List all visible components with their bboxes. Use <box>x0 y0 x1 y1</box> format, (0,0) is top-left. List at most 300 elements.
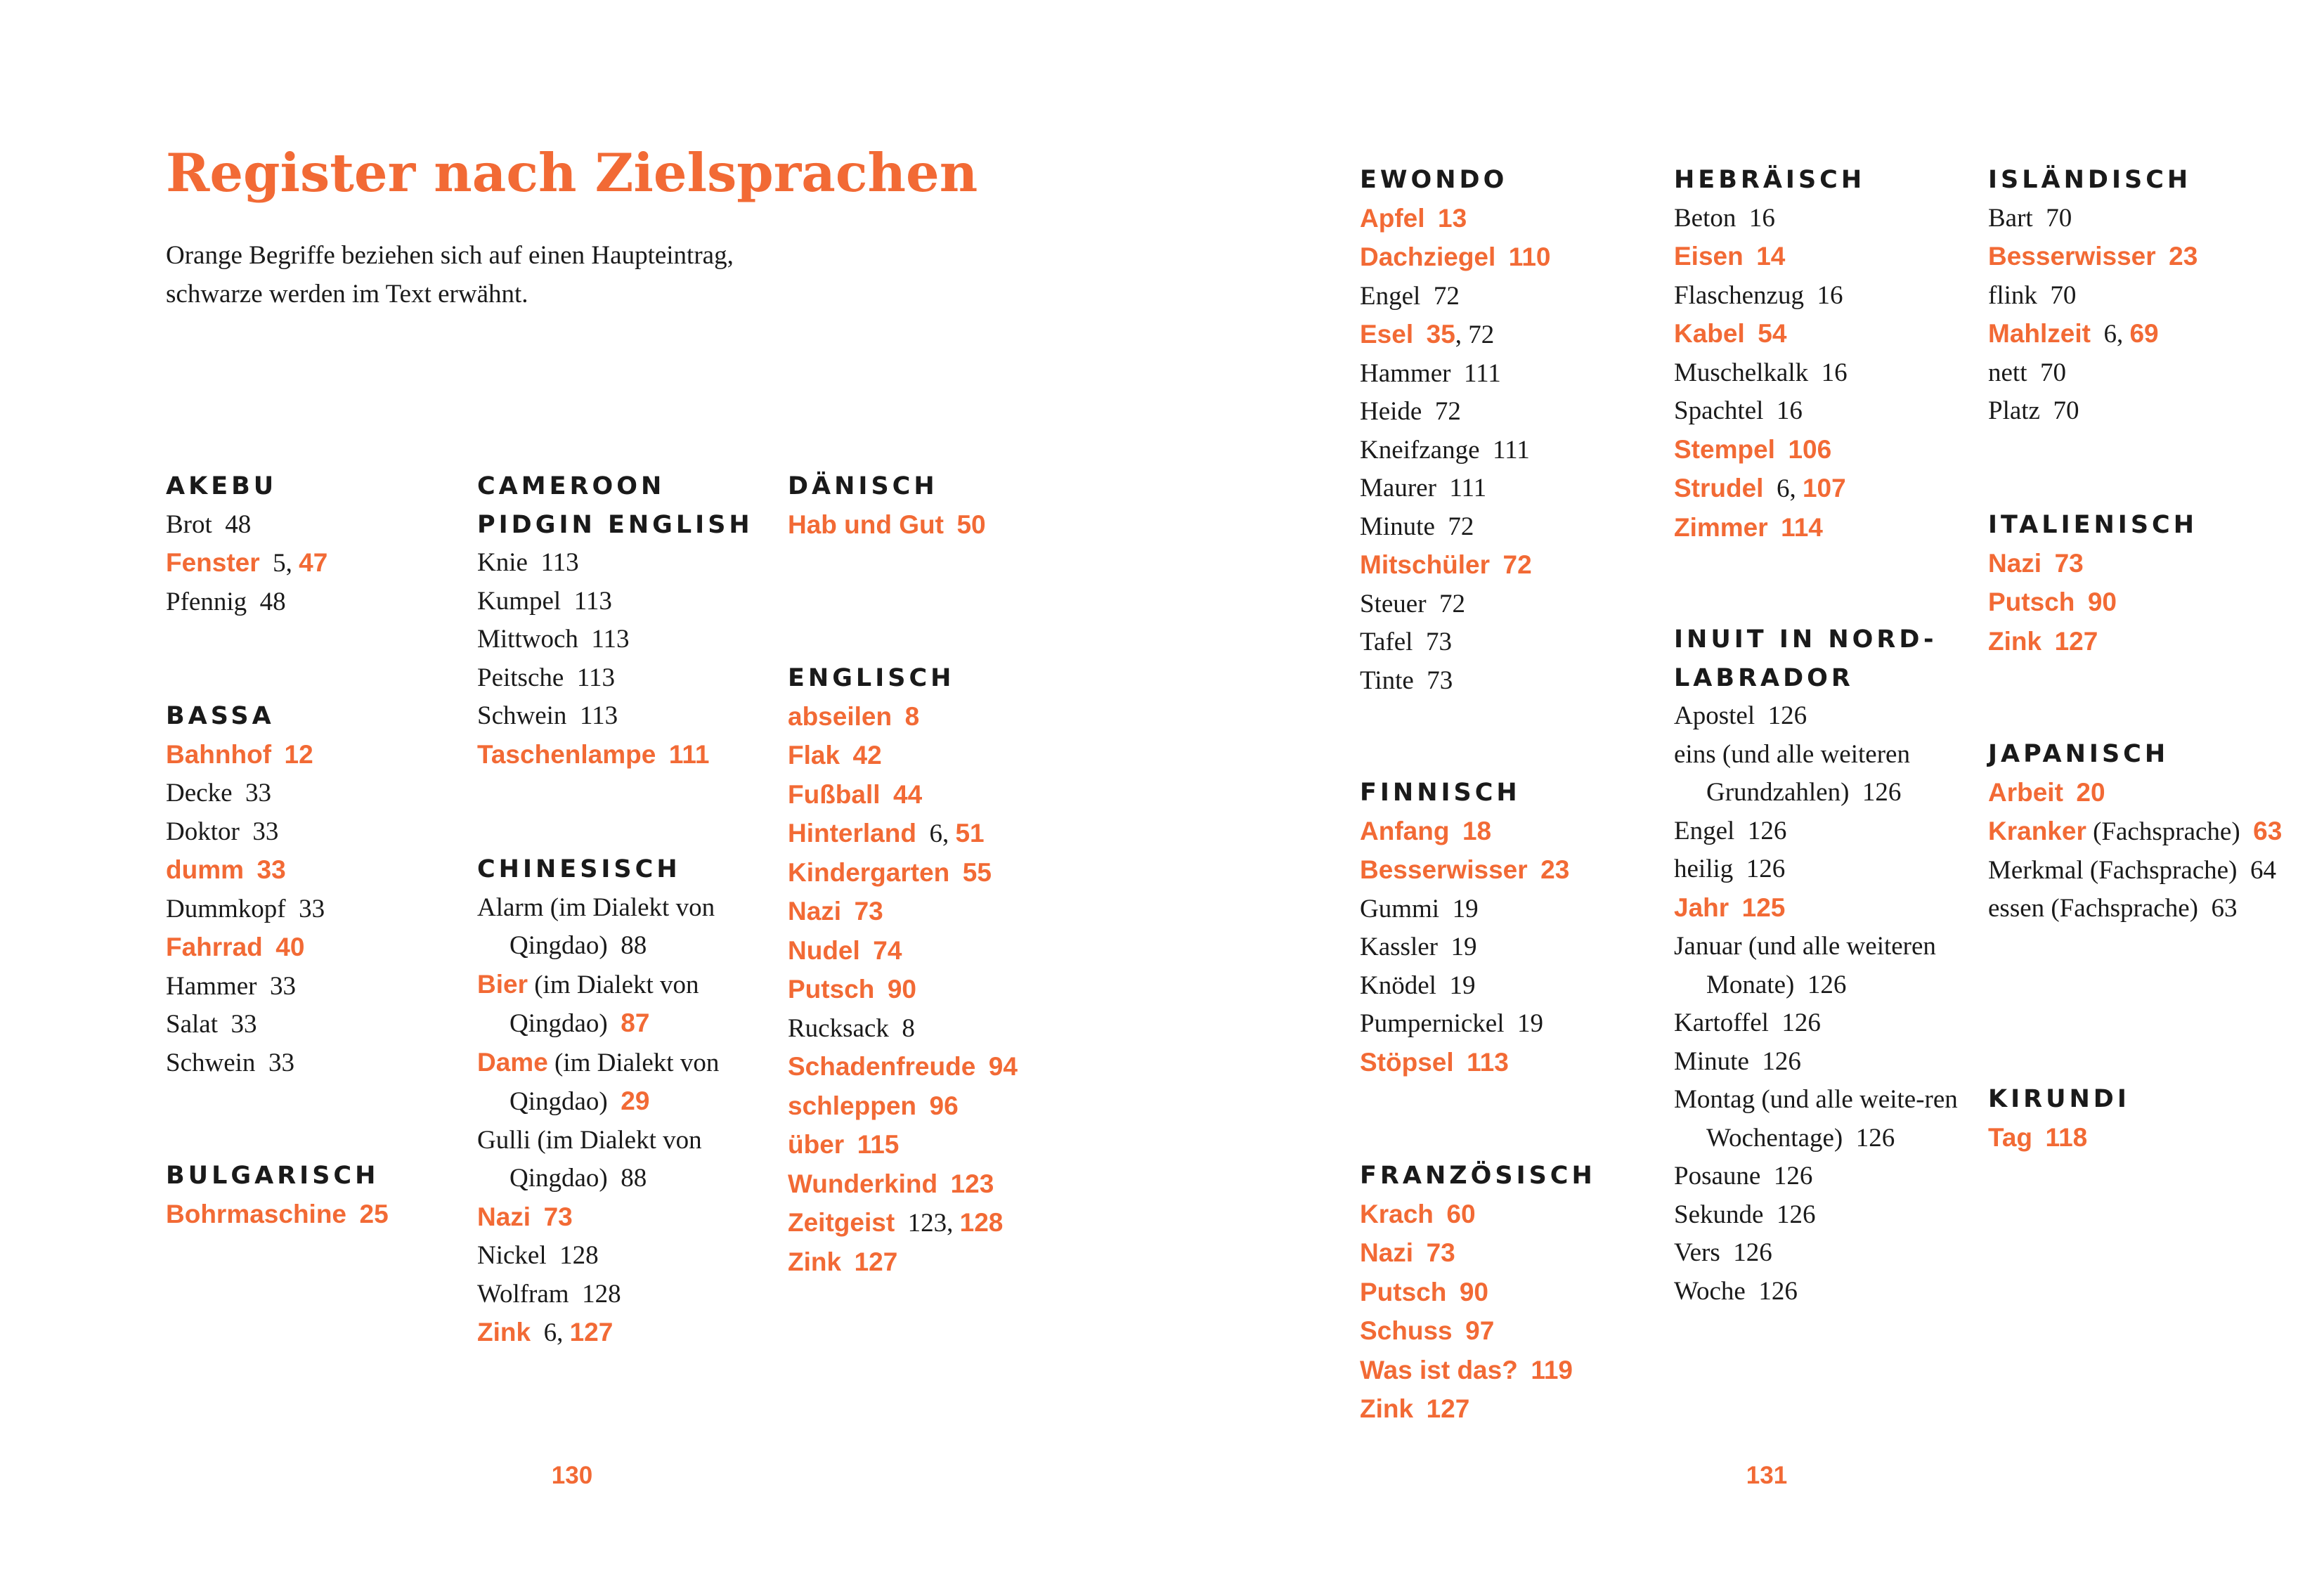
entry-term: Spachtel <box>1674 396 1764 425</box>
entry-page-ref: 12 <box>284 739 313 769</box>
section-italienisch <box>1988 506 2290 661</box>
entry-page-ref: 19 <box>1449 971 1476 1000</box>
index-entry <box>788 1126 1090 1165</box>
index-entry <box>1988 1119 2290 1158</box>
entry-term: Nazi <box>477 1202 531 1231</box>
entry-page-ref: 126 <box>1746 855 1786 883</box>
section-heading: DÄNISCH <box>788 472 938 500</box>
index-entry <box>477 1276 779 1314</box>
section-heading: CHINESISCH <box>477 855 681 883</box>
entry-page-ref: 110 <box>1508 242 1551 271</box>
entry-page-ref: 55 <box>962 857 992 887</box>
index-entry <box>1988 545 2290 584</box>
entry-page-ref: 35 <box>1426 320 1455 349</box>
entry-term: Fahrrad <box>166 933 263 961</box>
entry-term: Kassler <box>1360 933 1438 961</box>
entry-term: Tag <box>1988 1122 2033 1152</box>
entry-page-ref: 6 <box>2103 320 2117 349</box>
entry-term: Kumpel <box>477 586 561 616</box>
entry-term: Flak <box>788 741 840 770</box>
entry-page-ref: 33 <box>257 855 286 884</box>
entry-term: Flaschenzug <box>1674 280 1804 310</box>
index-entry <box>1360 1195 1662 1235</box>
entry-term: Apostel <box>1674 701 1755 730</box>
entry-term: Knie <box>477 548 528 577</box>
entry-term: Nazi <box>1360 1238 1414 1267</box>
entry-term: Montag <box>1674 1085 1755 1114</box>
index-entry <box>1988 852 2290 890</box>
entry-term: Hab und Gut <box>788 510 944 539</box>
entry-term: Muschelkalk <box>1674 358 1809 387</box>
section-heading: LABRADOR <box>1674 663 1854 692</box>
index-entry <box>1360 1312 1662 1351</box>
entry-term: eins <box>1674 739 1716 769</box>
index-entry <box>477 966 779 1044</box>
index-entry <box>477 544 779 583</box>
section-ewondo <box>1360 161 1662 700</box>
entry-page-ref: 44 <box>893 779 923 809</box>
section-heading: JAPANISCH <box>1988 740 2169 768</box>
entry-page-ref: 33 <box>245 779 271 807</box>
entry-term: Putsch <box>1360 1277 1447 1306</box>
entry-note: (im Dialekt von Qingdao) <box>509 970 699 1038</box>
entry-page-ref: 33 <box>299 894 325 923</box>
index-entry: Strudel 6, 107 <box>1674 474 1846 503</box>
entry-page-ref: 74 <box>873 935 902 965</box>
entry-note: (im Dialekt von Qingdao) <box>509 1125 702 1193</box>
entry-term: Minute <box>1674 1046 1749 1076</box>
entry-page-ref: 63 <box>2253 817 2283 845</box>
entry-page-ref: 69 <box>2129 319 2159 348</box>
intro-line: Orange Begriffe beziehen sich auf einen Haupteintrag, <box>166 241 734 270</box>
section-heading: PIDGIN ENGLISH <box>477 510 753 539</box>
index-entry <box>788 698 1090 737</box>
index-entry <box>1360 623 1662 662</box>
index-entry <box>1674 1043 1976 1082</box>
index-entry <box>1674 509 1976 548</box>
index-entry <box>477 1044 779 1122</box>
entry-note: (und alle weite-ren Wochentage) <box>1706 1085 1958 1153</box>
entry-term: Besserwisser <box>1988 242 2156 271</box>
entry-page-ref: 8 <box>902 1013 915 1043</box>
entry-term: Tinte <box>1360 666 1414 695</box>
entry-term: Nazi <box>1988 548 2042 578</box>
section-heading: INUIT IN NORD- <box>1674 625 1937 654</box>
entry-term: Bahnhof <box>166 739 272 769</box>
section-heading: BASSA <box>166 702 275 730</box>
entry-page-ref: 72 <box>1502 550 1532 579</box>
index-entry <box>1988 623 2290 662</box>
section-japanisch <box>1988 735 2290 928</box>
entry-term: Zeitgeist <box>788 1208 895 1237</box>
entry-page-ref: 73 <box>1426 1238 1455 1267</box>
entry-page-ref: 127 <box>854 1247 898 1276</box>
entry-page-ref: 113 <box>591 625 630 654</box>
entry-page-ref: 126 <box>1855 1123 1895 1153</box>
index-entry <box>1674 354 1976 393</box>
entry-page-ref: 73 <box>2054 548 2084 578</box>
entry-page-ref: 6 <box>543 1318 557 1347</box>
entry-page-ref: 126 <box>1758 1276 1798 1306</box>
entry-page-ref: 70 <box>2050 280 2077 310</box>
entry-term: Engel <box>1360 281 1421 311</box>
entry-term: Hammer <box>1360 358 1451 388</box>
index-entry <box>1674 928 1976 1004</box>
entry-page-ref: 42 <box>852 741 882 770</box>
entry-page-ref: 118 <box>2045 1122 2088 1152</box>
index-entry: Zink 6, 127 <box>477 1318 614 1347</box>
entry-page-ref: 73 <box>854 897 883 926</box>
entry-term: Kneifzange <box>1360 435 1480 465</box>
entry-note: (im Dialekt von Qingdao) <box>509 1048 720 1116</box>
entry-page-ref: 47 <box>299 548 328 577</box>
section-heading: AKEBU <box>166 472 278 500</box>
section-heading: ISLÄNDISCH <box>1988 166 2192 194</box>
index-entry <box>1360 662 1662 701</box>
entry-page-ref: 127 <box>569 1318 614 1346</box>
entry-note: (im Dialekt von Qingdao) <box>509 893 715 960</box>
index-entry <box>1360 431 1662 470</box>
entry-term: Kartoffel <box>1674 1008 1769 1037</box>
entry-page-ref: 128 <box>559 1241 599 1270</box>
entry-term: Sekunde <box>1674 1200 1764 1229</box>
entry-page-ref: 126 <box>1767 701 1807 730</box>
entry-page-ref: 40 <box>275 933 305 961</box>
entry-term: Maurer <box>1360 474 1436 502</box>
entry-page-ref: 25 <box>359 1199 389 1228</box>
entry-term: Krach <box>1360 1199 1434 1228</box>
index-entry <box>166 1006 468 1044</box>
entry-term: Dachziegel <box>1360 242 1496 271</box>
entry-term: schleppen <box>788 1091 916 1120</box>
index-entry: Mahlzeit 6, 69 <box>1988 319 2159 349</box>
entry-page-ref: 64 <box>2250 855 2276 885</box>
entry-term: Engel <box>1674 816 1735 845</box>
entry-term: Doktor <box>166 817 240 846</box>
index-entry <box>166 583 468 622</box>
index-entry <box>788 1010 1090 1049</box>
index-entry <box>788 1243 1090 1283</box>
index-entry <box>1360 928 1662 967</box>
entry-term: Taschenlampe <box>477 739 656 769</box>
index-entry <box>788 893 1090 932</box>
entry-note: (und alle weiteren Monate) <box>1706 932 1936 999</box>
index-entry <box>788 932 1090 971</box>
index-entry <box>1674 1234 1976 1273</box>
entry-note: (und alle weiteren Grundzahlen) <box>1706 739 1910 807</box>
index-entry <box>1360 1351 1662 1391</box>
index-entry <box>166 813 468 852</box>
entry-term: Kranker <box>1988 817 2086 845</box>
section-daenisch <box>788 467 1090 545</box>
index-entry <box>1988 277 2290 316</box>
index-entry <box>1360 967 1662 1006</box>
entry-term: Bart <box>1988 203 2033 233</box>
intro-text <box>166 236 798 313</box>
section-englisch <box>788 659 1090 1282</box>
index-entry: Hinterland 6, 51 <box>788 819 985 848</box>
entry-page-ref: 29 <box>621 1086 650 1115</box>
entry-term: Dame <box>477 1047 548 1077</box>
entry-note: (Fachsprache) <box>2089 855 2238 885</box>
entry-page-ref: 16 <box>1821 358 1848 387</box>
index-entry <box>1674 736 1976 812</box>
entry-term: Salat <box>166 1010 218 1039</box>
entry-page-ref: 33 <box>269 971 296 1001</box>
index-entry: Zeitgeist 123, 128 <box>788 1208 1004 1238</box>
entry-term: Esel <box>1360 320 1414 349</box>
index-entry <box>1988 238 2290 277</box>
entry-page-ref: 51 <box>955 819 985 848</box>
index-entry <box>1988 812 2290 852</box>
entry-page-ref: 106 <box>1788 434 1832 464</box>
entry-page-ref: 8 <box>904 701 920 731</box>
entry-term: Mitschüler <box>1360 550 1491 579</box>
entry-page-ref: 14 <box>1756 242 1786 271</box>
index-entry <box>166 928 468 968</box>
entry-term: Rucksack <box>788 1013 889 1043</box>
index-entry <box>166 506 468 545</box>
index-entry <box>1360 1273 1662 1313</box>
entry-page-ref: 5 <box>273 549 286 578</box>
entry-page-ref: 123 <box>950 1169 994 1198</box>
entry-page-ref: 126 <box>1862 778 1902 807</box>
index-entry <box>477 889 779 966</box>
entry-term: Jahr <box>1674 893 1729 922</box>
index-entry <box>1360 200 1662 239</box>
section-akebu <box>166 467 468 621</box>
entry-term: Schwein <box>477 701 567 730</box>
section-chinesisch <box>477 850 779 1353</box>
entry-page-ref: 72 <box>1468 320 1495 349</box>
section-heading: BULGARISCH <box>166 1162 379 1190</box>
index-entry <box>1674 277 1976 316</box>
entry-term: Zink <box>477 1318 531 1346</box>
entry-term: flink <box>1988 280 2037 310</box>
entry-page-ref: 90 <box>2087 588 2117 616</box>
entry-page-ref: 96 <box>929 1091 959 1120</box>
entry-term: Heide <box>1360 397 1422 426</box>
index-entry <box>1674 1273 1976 1311</box>
index-entry <box>788 776 1090 815</box>
index-entry <box>1674 1157 1976 1196</box>
entry-term: Posaune <box>1674 1162 1761 1190</box>
entry-term: Schuss <box>1360 1316 1453 1345</box>
entry-page-ref: 127 <box>1426 1394 1470 1423</box>
entry-page-ref: 111 <box>668 739 710 769</box>
index-entry <box>1988 583 2290 623</box>
entry-term: Platz <box>1988 396 2040 425</box>
entry-term: Tafel <box>1360 628 1413 656</box>
entry-page-ref: 6 <box>1776 474 1790 503</box>
entry-note: (Fachsprache) <box>2093 817 2240 846</box>
entry-term: Knödel <box>1360 971 1436 1000</box>
entry-page-ref: 19 <box>1450 933 1477 961</box>
entry-term: Pumpernickel <box>1360 1009 1505 1038</box>
index-entry <box>1674 850 1976 889</box>
page-title: Register nach Zielsprachen <box>166 142 978 204</box>
entry-page-ref: 90 <box>887 975 917 1004</box>
entry-page-ref: 72 <box>1439 589 1466 618</box>
entry-term: Was ist das? <box>1360 1355 1518 1384</box>
entry-page-ref: 70 <box>2039 358 2066 387</box>
entry-page-ref: 50 <box>956 510 986 539</box>
entry-page-ref: 119 <box>1531 1355 1573 1384</box>
entry-term: Alarm <box>477 893 544 922</box>
index-entry <box>1674 812 1976 851</box>
entry-term: Nudel <box>788 935 860 965</box>
entry-page-ref: 114 <box>1781 512 1823 542</box>
entry-term: Apfel <box>1360 203 1425 233</box>
index-entry <box>1674 1004 1976 1043</box>
entry-page-ref: 113 <box>579 701 618 730</box>
entry-term: Wunderkind <box>788 1169 938 1198</box>
entry-page-ref: 111 <box>1449 474 1487 502</box>
entry-page-ref: 23 <box>1540 855 1570 884</box>
entry-page-ref: 126 <box>1773 1162 1813 1190</box>
entry-term: Bier <box>477 969 528 999</box>
index-entry <box>166 1044 468 1083</box>
entry-page-ref: 33 <box>231 1010 257 1039</box>
entry-term: Putsch <box>1988 588 2075 616</box>
section-franzoesisch <box>1360 1157 1662 1429</box>
index-entry <box>1360 890 1662 929</box>
index-entry <box>1674 1081 1976 1157</box>
page-number-right: 131 <box>1746 1462 1788 1489</box>
entry-page-ref: 113 <box>573 586 612 616</box>
section-hebraeisch <box>1674 161 1976 547</box>
entry-term: Minute <box>1360 512 1435 541</box>
entry-term: Dummkopf <box>166 894 286 923</box>
index-entry <box>1360 812 1662 852</box>
index-entry <box>1674 1196 1976 1235</box>
section-heading: ITALIENISCH <box>1988 511 2198 539</box>
entry-term: Putsch <box>788 975 875 1004</box>
index-entry <box>1360 1390 1662 1429</box>
entry-page-ref: 126 <box>1807 970 1847 999</box>
entry-page-ref: 111 <box>1493 435 1530 465</box>
index-entry <box>166 774 468 813</box>
section-heading: FRANZÖSISCH <box>1360 1162 1596 1190</box>
entry-term: Mittwoch <box>477 625 578 654</box>
entry-page-ref: 113 <box>1467 1047 1509 1077</box>
index-entry <box>1360 238 1662 278</box>
index-entry: Esel 35, 72 <box>1360 320 1495 349</box>
index-entry <box>1360 1234 1662 1273</box>
entry-term: Fußball <box>788 779 881 809</box>
index-entry <box>1988 774 2290 813</box>
index-entry <box>1360 546 1662 585</box>
entry-page-ref: 72 <box>1433 281 1460 311</box>
entry-term: Fenster <box>166 548 260 577</box>
entry-page-ref: 63 <box>2211 894 2238 923</box>
index-entry <box>1360 1044 1662 1083</box>
index-entry <box>1360 851 1662 890</box>
entry-page-ref: 70 <box>2053 396 2079 425</box>
entry-page-ref: 88 <box>621 1164 647 1193</box>
index-entry <box>166 851 468 890</box>
entry-page-ref: 72 <box>1448 512 1474 541</box>
entry-page-ref: 126 <box>1733 1238 1772 1267</box>
entry-term: Gummi <box>1360 894 1440 923</box>
entry-term: Beton <box>1674 203 1736 233</box>
entry-term: heilig <box>1674 855 1734 883</box>
entry-page-ref: 72 <box>1434 397 1461 426</box>
index-entry <box>1360 355 1662 394</box>
entry-term: Nickel <box>477 1241 547 1270</box>
index-entry <box>1360 585 1662 624</box>
entry-term: Zimmer <box>1674 512 1768 542</box>
entry-term: Decke <box>166 779 233 807</box>
entry-term: Schwein <box>166 1048 256 1077</box>
index-entry <box>477 621 779 659</box>
index-entry <box>1360 508 1662 547</box>
entry-term: Steuer <box>1360 589 1427 618</box>
section-islaendisch <box>1988 161 2290 431</box>
index-entry <box>477 736 779 775</box>
entry-term: dumm <box>166 855 244 884</box>
entry-page-ref: 16 <box>1817 280 1843 310</box>
entry-page-ref: 125 <box>1741 893 1786 922</box>
entry-page-ref: 16 <box>1748 203 1775 233</box>
index-entry <box>1988 890 2290 928</box>
entry-page-ref: 126 <box>1776 1200 1816 1229</box>
section-heading: EWONDO <box>1360 166 1508 194</box>
section-heading: KIRUNDI <box>1988 1085 2130 1113</box>
entry-term: Strudel <box>1674 474 1764 502</box>
index-entry <box>1674 889 1976 928</box>
entry-term: Nazi <box>788 897 842 926</box>
index-entry <box>788 854 1090 893</box>
index-entry <box>166 736 468 775</box>
entry-page-ref: 6 <box>929 819 942 848</box>
entry-term: nett <box>1988 358 2027 387</box>
section-bassa <box>166 697 468 1082</box>
index-entry <box>1360 278 1662 316</box>
index-entry <box>1674 392 1976 431</box>
entry-term: Januar <box>1674 932 1742 961</box>
index-entry <box>166 890 468 929</box>
intro-line: schwarze werden im Text erwähnt. <box>166 280 528 309</box>
entry-page-ref: 127 <box>2054 626 2098 656</box>
index-entry <box>477 583 779 621</box>
entry-page-ref: 87 <box>621 1008 650 1037</box>
entry-term: Schadenfreude <box>788 1052 976 1081</box>
entry-page-ref: 23 <box>2169 242 2198 271</box>
entry-term: Kindergarten <box>788 857 950 887</box>
index-entry <box>1988 200 2290 238</box>
entry-page-ref: 60 <box>1446 1199 1476 1228</box>
entry-term: Anfang <box>1360 816 1450 845</box>
entry-page-ref: 90 <box>1459 1277 1489 1306</box>
entry-term: Zink <box>1988 626 2042 656</box>
entry-term: Hammer <box>166 971 257 1001</box>
index-entry <box>1988 354 2290 393</box>
index-entry <box>477 1198 779 1238</box>
entry-page-ref: 73 <box>1425 628 1452 656</box>
entry-term: Arbeit <box>1988 777 2063 807</box>
entry-term: Mahlzeit <box>1988 319 2091 348</box>
entry-term: Pfennig <box>166 587 247 616</box>
entry-page-ref: 16 <box>1776 396 1803 425</box>
entry-page-ref: 20 <box>2076 777 2105 807</box>
entry-term: Kabel <box>1674 319 1745 348</box>
entry-note: (Fachsprache) <box>2051 894 2198 923</box>
section-cameroon <box>477 467 779 774</box>
index-entry <box>1674 697 1976 736</box>
entry-term: Bohrmaschine <box>166 1199 347 1228</box>
entry-page-ref: 111 <box>1463 358 1501 388</box>
